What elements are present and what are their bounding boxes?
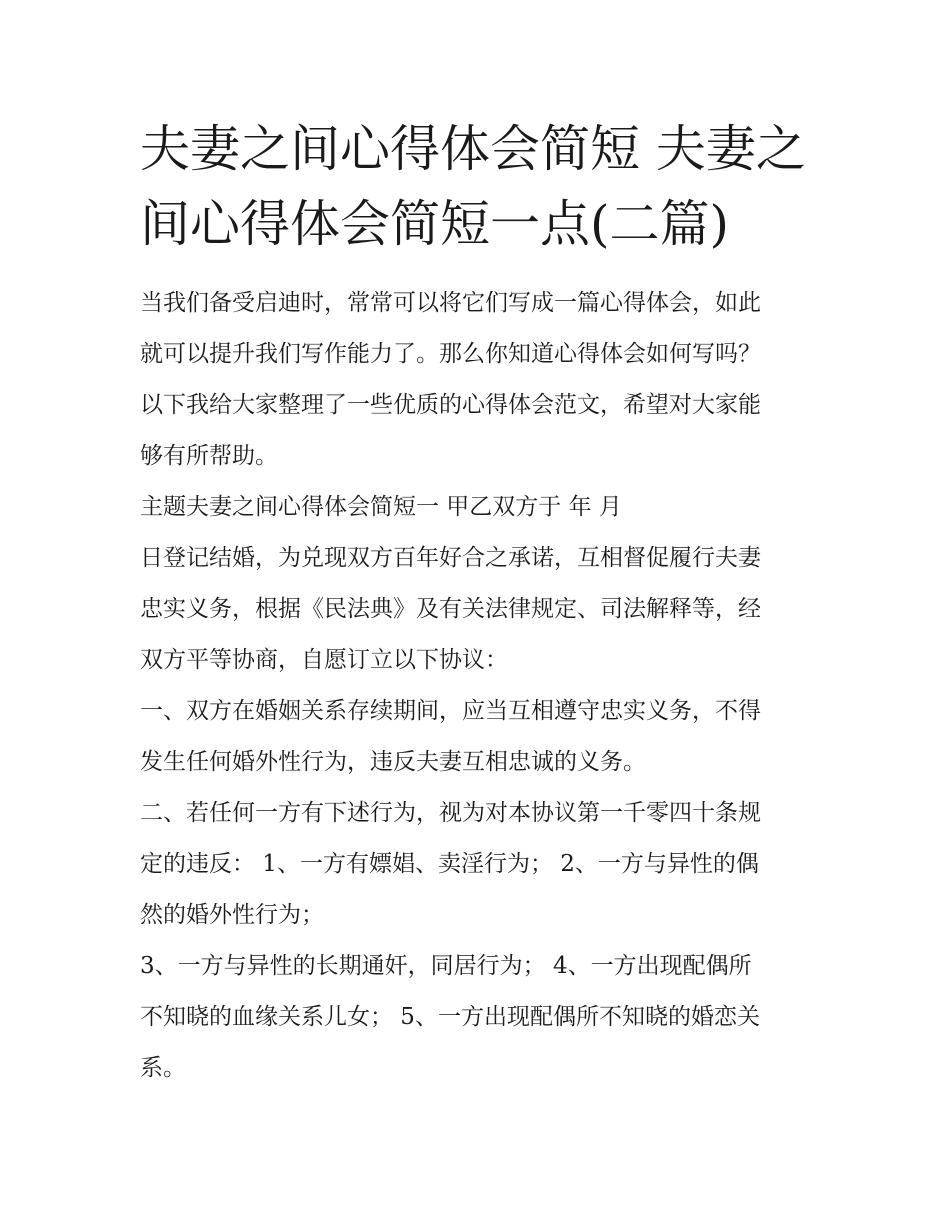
body-line: 二、若任何一方有下述行为，视为对本协议第一千零四十条规: [140, 800, 761, 826]
body-line: 不知晓的血缘关系儿女； 5、一方出现配偶所不知晓的婚恋关: [140, 1004, 760, 1030]
body-line: 3、一方与异性的长期通奸，同居行为； 4、一方出现配偶所: [140, 953, 752, 979]
body-line: 主题夫妻之间心得体会简短一 甲乙双方于 年 月: [140, 494, 622, 520]
body-line: 当我们备受启迪时，常常可以将它们写成一篇心得体会，如此: [140, 290, 761, 316]
document-body: [140, 278, 820, 1094]
body-line: 系。: [140, 1055, 186, 1081]
body-line: 以下我给大家整理了一些优质的心得体会范文，希望对大家能: [140, 392, 761, 418]
body-line: 双方平等协商，自愿订立以下协议：: [140, 647, 508, 673]
body-line: 定的违反： 1、一方有嫖娼、卖淫行为； 2、一方与异性的偶: [140, 851, 759, 877]
body-line: 然的婚外性行为；: [140, 902, 324, 928]
body-line: 一、双方在婚姻关系存续期间，应当互相遵守忠实义务，不得: [140, 698, 761, 724]
body-line: 日登记结婚，为兑现双方百年好合之承诺，互相督促履行夫妻: [140, 545, 761, 571]
body-line: 忠实义务，根据《民法典》及有关法律规定、司法解释等，经: [140, 596, 761, 622]
body-line: 够有所帮助。: [140, 443, 278, 469]
title-line: 间心得体会简短一点(二篇): [140, 195, 730, 253]
document-title: [140, 112, 820, 262]
body-line: 发生任何婚外性行为，违反夫妻互相忠诚的义务。: [140, 749, 646, 775]
title-line: 夫妻之间心得体会简短 夫妻之: [140, 120, 806, 178]
body-line: 就可以提升我们写作能力了。那么你知道心得体会如何写吗？: [140, 341, 761, 367]
